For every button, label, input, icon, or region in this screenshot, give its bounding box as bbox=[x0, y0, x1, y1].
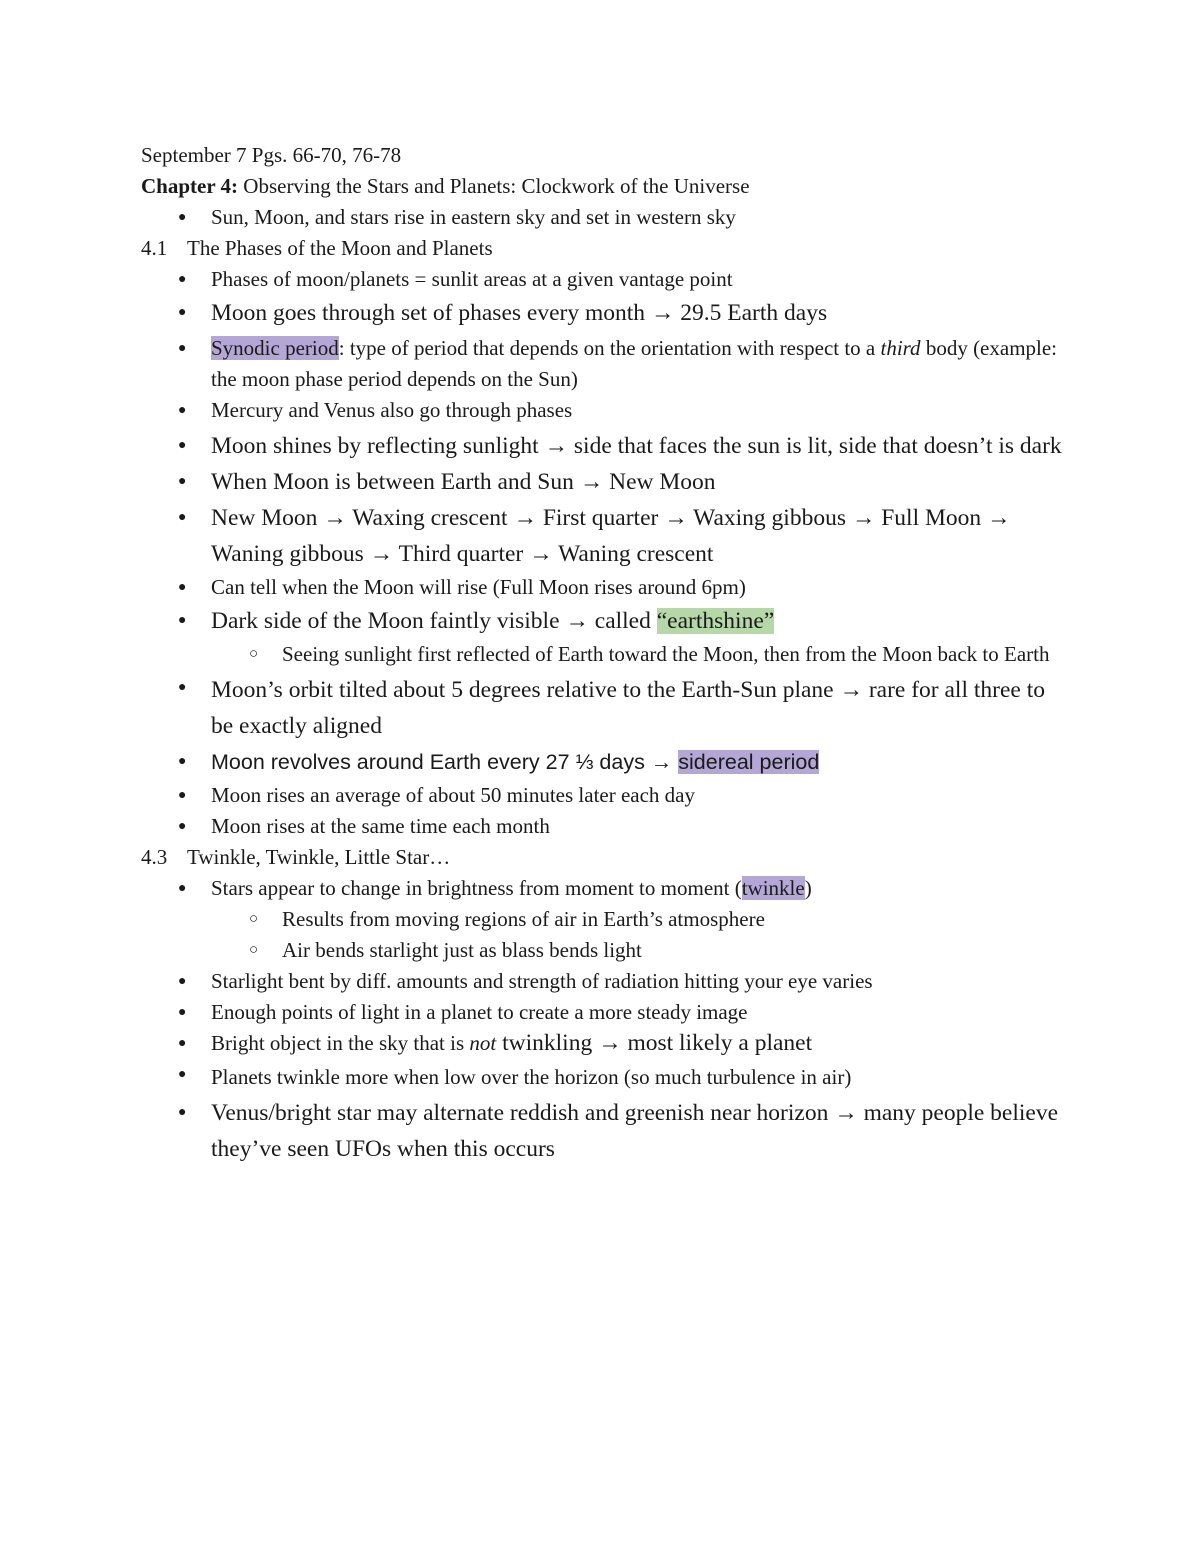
list-item: ● Mercury and Venus also go through phases bbox=[141, 395, 1071, 426]
intro-list bbox=[141, 202, 1071, 233]
list-item: ● Moon’s orbit tilted about 5 degrees relative to the Earth-Sun plane → rare for all three to be exactly aligned bbox=[141, 670, 1071, 744]
list-item: ● Planets twinkle more when low over the horizon (so much turbulence in air) bbox=[141, 1059, 1071, 1095]
bullet-icon: ● bbox=[178, 272, 187, 287]
list-item: ● When Moon is between Earth and Sun → New Moon bbox=[141, 464, 1071, 500]
sub-list-item: ○ Air bends starlight just as blass bends light bbox=[141, 935, 1071, 966]
section-title: Twinkle, Twinkle, Little Star… bbox=[187, 845, 451, 869]
chapter-label: Chapter 4: bbox=[141, 174, 239, 198]
list-item: ● Bright object in the sky that is not twinkling → most likely a planet bbox=[141, 1028, 1071, 1059]
highlighted-term: sidereal period bbox=[678, 750, 820, 774]
list-item: ● Phases of moon/planets = sunlit areas at a given vantage point bbox=[141, 264, 1071, 295]
bullet-icon: ● bbox=[178, 974, 187, 989]
section-heading-4-3 bbox=[141, 842, 1071, 873]
section-title: The Phases of the Moon and Planets bbox=[187, 236, 493, 260]
section-4-3-list bbox=[141, 873, 1071, 1167]
bullet-icon: ● bbox=[178, 474, 187, 489]
highlighted-term: “earthshine” bbox=[656, 608, 775, 634]
chapter-title: Observing the Stars and Planets: Clockwork of the Universe bbox=[238, 174, 750, 198]
bullet-icon: ● bbox=[178, 680, 187, 695]
list-item: ● Dark side of the Moon faintly visible → called “earthshine” bbox=[141, 603, 1071, 639]
bullet-icon: ● bbox=[178, 613, 187, 628]
list-item: ● Synodic period: type of period that depends on the orientation with respect to a third body (example: the moon phase period depends on the Sun) bbox=[141, 331, 1071, 395]
list-item: ● Moon shines by reflecting sunlight → side that faces the sun is lit, side that doesn’t is dark bbox=[141, 426, 1071, 464]
list-item: ● New Moon → Waxing crescent → First quarter → Waxing gibbous → Full Moon → Waning gibbous → Third quarter → Waning crescent bbox=[141, 500, 1071, 572]
list-item: ● Starlight bent by diff. amounts and strength of radiation hitting your eye varies bbox=[141, 966, 1071, 997]
bullet-icon: ● bbox=[178, 754, 187, 769]
bullet-icon: ● bbox=[178, 438, 187, 453]
chapter-heading bbox=[141, 171, 1071, 202]
bullet-icon: ● bbox=[178, 305, 187, 320]
bullet-icon: ● bbox=[178, 341, 187, 356]
sub-list-item: ○ Seeing sunlight first reflected of Earth toward the Moon, then from the Moon back to Earth bbox=[141, 639, 1071, 670]
bullet-icon: ● bbox=[178, 788, 187, 803]
list-item: ● Sun, Moon, and stars rise in eastern sky and set in western sky bbox=[141, 202, 1071, 233]
section-number: 4.1 bbox=[141, 236, 168, 260]
bullet-icon: ● bbox=[178, 210, 187, 225]
notes-body bbox=[141, 140, 1071, 1167]
hollow-bullet-icon: ○ bbox=[249, 942, 259, 958]
list-item: ● Moon revolves around Earth every 27 ⅓ days → sidereal period bbox=[141, 744, 1071, 780]
list-item: ● Can tell when the Moon will rise (Full Moon rises around 6pm) bbox=[141, 572, 1071, 603]
list-item: ● Moon rises an average of about 50 minutes later each day bbox=[141, 780, 1071, 811]
sub-list-item: ○ Results from moving regions of air in Earth’s atmosphere bbox=[141, 904, 1071, 935]
bullet-icon: ● bbox=[178, 1036, 187, 1051]
section-number: 4.3 bbox=[141, 845, 168, 869]
list-item: ● Venus/bright star may alternate reddish and greenish near horizon → many people believe they’ve seen UFOs when this occurs bbox=[141, 1095, 1071, 1167]
highlighted-term: Synodic period bbox=[211, 336, 339, 360]
highlighted-term: twinkle bbox=[741, 876, 805, 900]
bullet-icon: ● bbox=[178, 881, 187, 896]
bullet-icon: ● bbox=[178, 510, 187, 525]
bullet-icon: ● bbox=[178, 1105, 187, 1120]
section-4-1-list bbox=[141, 264, 1071, 842]
bullet-icon: ● bbox=[178, 403, 187, 418]
list-item: ● Enough points of light in a planet to create a more steady image bbox=[141, 997, 1071, 1028]
bullet-icon: ● bbox=[178, 580, 187, 595]
bullet-icon: ● bbox=[178, 1067, 187, 1082]
list-item: ● Stars appear to change in brightness from moment to moment (twinkle) bbox=[141, 873, 1071, 904]
bullet-icon: ● bbox=[178, 1005, 187, 1020]
date-line: September 7 Pgs. 66-70, 76-78 bbox=[141, 143, 402, 167]
hollow-bullet-icon: ○ bbox=[249, 911, 259, 927]
section-heading-4-1 bbox=[141, 233, 1071, 264]
hollow-bullet-icon: ○ bbox=[249, 646, 259, 662]
list-item: ● Moon rises at the same time each month bbox=[141, 811, 1071, 842]
bullet-icon: ● bbox=[178, 819, 187, 834]
list-item: ● Moon goes through set of phases every month → 29.5 Earth days bbox=[141, 295, 1071, 331]
